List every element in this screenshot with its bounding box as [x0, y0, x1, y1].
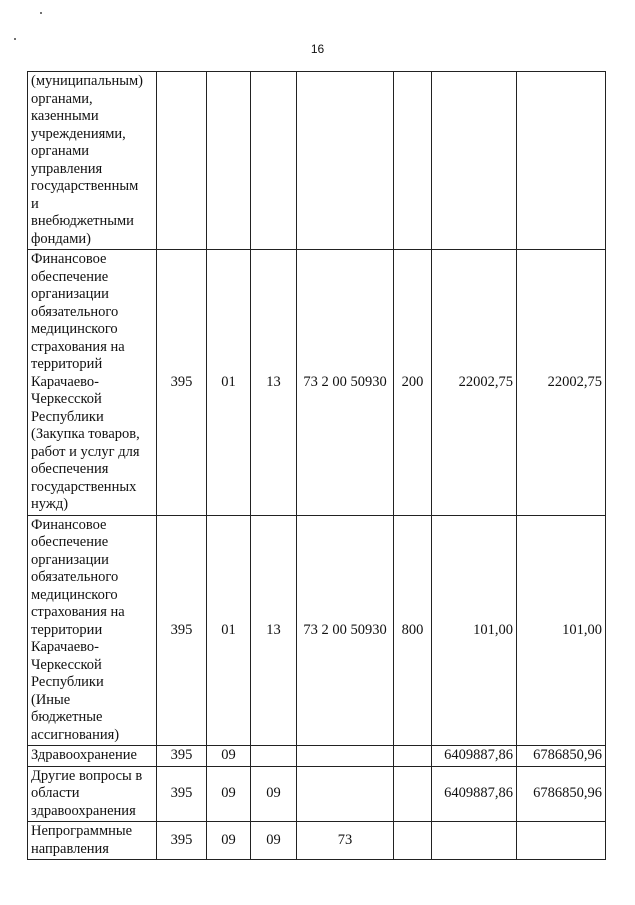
table-row	[28, 515, 606, 746]
ministry-code-cell: 395	[157, 746, 207, 767]
expense-type-cell	[394, 766, 432, 822]
ministry-code-cell: 395	[157, 515, 207, 746]
amount-year-1-cell: 6409887,86	[432, 746, 517, 767]
ministry-code-cell: 395	[157, 766, 207, 822]
amount-year-2-cell	[517, 72, 606, 250]
target-article-cell	[297, 72, 394, 250]
amount-year-2-cell: 101,00	[517, 515, 606, 746]
target-article-cell: 73 2 00 50930	[297, 515, 394, 746]
page-number: 16	[310, 42, 325, 56]
table-row	[28, 72, 606, 250]
table-row	[28, 746, 606, 767]
section-code-cell: 09	[207, 822, 251, 860]
amount-year-2-cell	[517, 822, 606, 860]
table-row	[28, 822, 606, 860]
target-article-cell: 73 2 00 50930	[297, 250, 394, 516]
section-code-cell: 01	[207, 515, 251, 746]
subsection-code-cell: 13	[251, 250, 297, 516]
amount-year-2-cell: 22002,75	[517, 250, 606, 516]
ministry-code-cell: 395	[157, 822, 207, 860]
table-row	[28, 766, 606, 822]
table-body	[28, 72, 606, 860]
amount-year-1-cell	[432, 72, 517, 250]
amount-year-1-cell: 101,00	[432, 515, 517, 746]
expense-type-cell	[394, 72, 432, 250]
target-article-cell	[297, 746, 394, 767]
target-article-cell	[297, 766, 394, 822]
ministry-code-cell: 395	[157, 250, 207, 516]
subsection-code-cell	[251, 746, 297, 767]
scan-speck	[40, 12, 42, 14]
subsection-code-cell: 09	[251, 766, 297, 822]
row-name-cell: (муниципальным) органами, казенными учреждениями, органами управления государственным и внебюджетными фондами)	[28, 72, 157, 250]
row-name-cell: Здравоохранение	[28, 746, 157, 767]
subsection-code-cell	[251, 72, 297, 250]
expense-type-cell	[394, 746, 432, 767]
scan-speck	[14, 38, 16, 40]
section-code-cell: 09	[207, 746, 251, 767]
subsection-code-cell: 09	[251, 822, 297, 860]
subsection-code-cell: 13	[251, 515, 297, 746]
section-code-cell: 09	[207, 766, 251, 822]
budget-table	[27, 71, 606, 860]
amount-year-1-cell: 22002,75	[432, 250, 517, 516]
ministry-code-cell	[157, 72, 207, 250]
row-name-cell: Непрограммные направления	[28, 822, 157, 860]
expense-type-cell	[394, 822, 432, 860]
section-code-cell	[207, 72, 251, 250]
amount-year-2-cell: 6786850,96	[517, 766, 606, 822]
section-code-cell: 01	[207, 250, 251, 516]
table-row	[28, 250, 606, 516]
amount-year-1-cell: 6409887,86	[432, 766, 517, 822]
amount-year-2-cell: 6786850,96	[517, 746, 606, 767]
target-article-cell: 73	[297, 822, 394, 860]
expense-type-cell: 200	[394, 250, 432, 516]
row-name-cell: Другие вопросы в области здравоохранения	[28, 766, 157, 822]
row-name-cell: Финансовое обеспечение организации обязательного медицинского страхования на территорий Карачаево- Черкесской Республики (Закупка товаров, работ и услуг для обеспечения государственных нужд)	[28, 250, 157, 516]
amount-year-1-cell	[432, 822, 517, 860]
expense-type-cell: 800	[394, 515, 432, 746]
row-name-cell: Финансовое обеспечение организации обязательного медицинского страхования на территории Карачаево- Черкесской Республики (Иные бюджетные ассигнования)	[28, 515, 157, 746]
